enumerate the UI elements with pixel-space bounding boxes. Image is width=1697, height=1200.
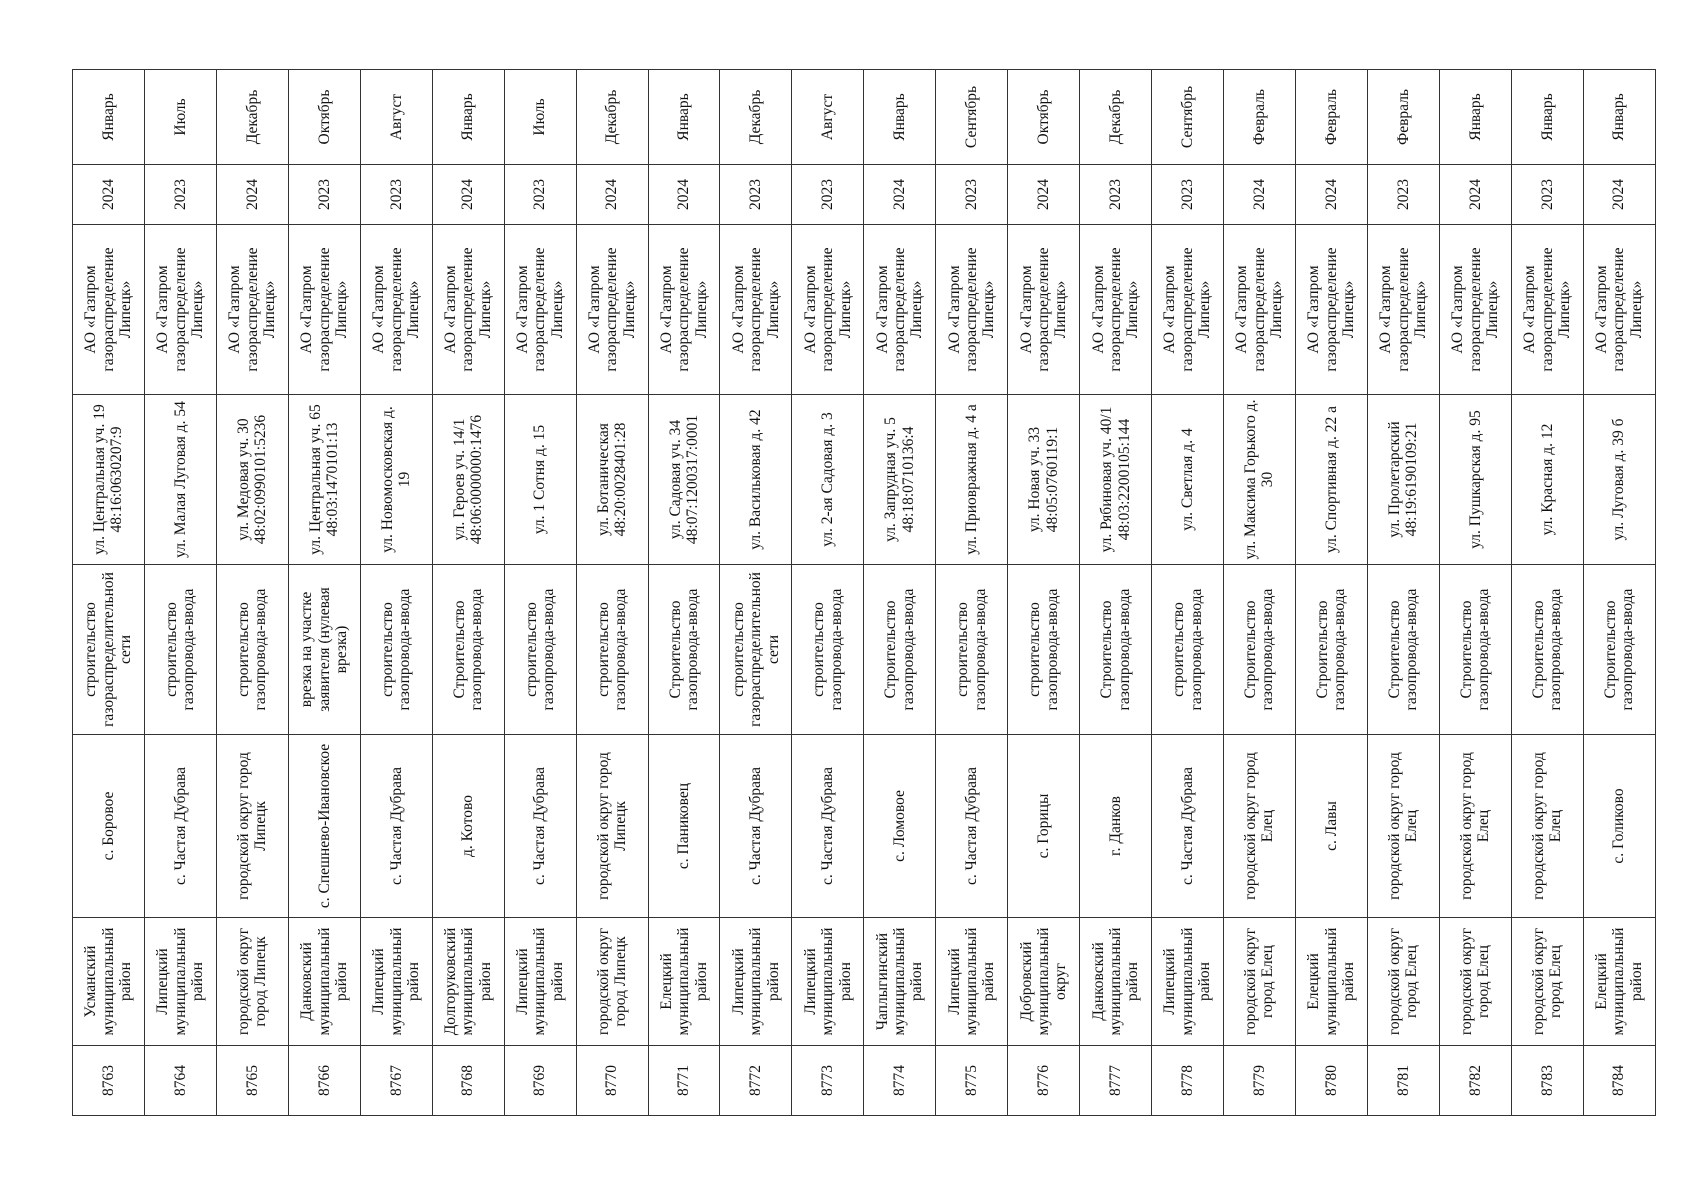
address-cell: ул. Светлая д. 4 [1152,395,1224,565]
month-cell: Август [360,70,432,165]
year-cell: 2024 [216,165,288,225]
locality-cell: с. Частая Дубрава [936,735,1008,918]
organization-cell: АО «Газпром газораспределение Липецк» [864,225,936,395]
year-cell: 2023 [1511,165,1583,225]
table-row [648,70,720,1116]
locality-cell: городской округ город Елец [1367,735,1439,918]
address-cell: ул. Красная д. 12 [1511,395,1583,565]
work-type-cell: строительство газораспределительной сети [73,565,145,735]
locality-cell: с. Боровое [73,735,145,918]
table-row [1295,70,1367,1116]
locality-cell: с. Частая Дубрава [720,735,792,918]
district-cell: Чаплыгинский муниципальный район [864,918,936,1046]
row-number: 8779 [1224,1046,1296,1116]
row-number: 8773 [792,1046,864,1116]
work-type-cell: строительство газораспределительной сети [720,565,792,735]
work-type-cell: строительство газопровода-ввода [792,565,864,735]
address-cell: ул. Героев уч. 14/1 48:06:0000000:1476 [432,395,504,565]
month-cell: Сентябрь [936,70,1008,165]
month-cell: Сентябрь [1152,70,1224,165]
row-number: 8770 [576,1046,648,1116]
table-row [936,70,1008,1116]
table-row [504,70,576,1116]
table-row [144,70,216,1116]
work-type-cell: Строительство газопровода-ввода [1224,565,1296,735]
address-cell: ул. Луговая д. 39 б [1583,395,1655,565]
organization-cell: АО «Газпром газораспределение Липецк» [648,225,720,395]
table-row [73,70,145,1116]
year-cell: 2023 [1080,165,1152,225]
row-number: 8771 [648,1046,720,1116]
year-cell: 2024 [73,165,145,225]
organization-cell: АО «Газпром газораспределение Липецк» [1439,225,1511,395]
row-number: 8765 [216,1046,288,1116]
address-cell: ул. 1 Сотня д. 15 [504,395,576,565]
month-cell: Август [792,70,864,165]
organization-cell: АО «Газпром газораспределение Липецк» [1295,225,1367,395]
address-cell: ул. 2-ая Садовая д. 3 [792,395,864,565]
row-number: 8772 [720,1046,792,1116]
work-type-cell: строительство газопровода-ввода [1008,565,1080,735]
month-cell: Июль [144,70,216,165]
organization-cell: АО «Газпром газораспределение Липецк» [1367,225,1439,395]
table-row [1152,70,1224,1116]
row-number: 8782 [1439,1046,1511,1116]
organization-cell: АО «Газпром газораспределение Липецк» [792,225,864,395]
organization-cell: АО «Газпром газораспределение Липецк» [288,225,360,395]
address-cell: ул. Новая уч. 33 48:05:0760119:1 [1008,395,1080,565]
address-cell: ул. Спортивная д. 22 а [1295,395,1367,565]
district-cell: Липецкий муниципальный район [720,918,792,1046]
address-cell: ул. Запрудная уч. 5 48:18:0710136:4 [864,395,936,565]
district-cell: Елецкий муниципальный район [1583,918,1655,1046]
year-cell: 2023 [288,165,360,225]
work-type-cell: Строительство газопровода-ввода [1583,565,1655,735]
district-cell: Липецкий муниципальный район [936,918,1008,1046]
table-row [720,70,792,1116]
locality-cell: г. Данков [1080,735,1152,918]
district-cell: Липецкий муниципальный район [792,918,864,1046]
row-number: 8778 [1152,1046,1224,1116]
month-cell: Январь [1583,70,1655,165]
row-number: 8766 [288,1046,360,1116]
locality-cell: городской округ город Липецк [576,735,648,918]
table-row [1511,70,1583,1116]
district-cell: Липецкий муниципальный район [360,918,432,1046]
year-cell: 2024 [1008,165,1080,225]
work-type-cell: Строительство газопровода-ввода [648,565,720,735]
work-type-cell: Строительство газопровода-ввода [432,565,504,735]
row-number: 8777 [1080,1046,1152,1116]
year-cell: 2024 [432,165,504,225]
address-cell: ул. Васильковая д. 42 [720,395,792,565]
address-cell: ул. Рябиновая уч. 40/1 48:03:2200105:144 [1080,395,1152,565]
month-cell: Октябрь [1008,70,1080,165]
district-cell: Усманский муниципальный район [73,918,145,1046]
month-cell: Декабрь [576,70,648,165]
table-row [216,70,288,1116]
organization-cell: АО «Газпром газораспределение Липецк» [360,225,432,395]
month-cell: Февраль [1295,70,1367,165]
row-number: 8776 [1008,1046,1080,1116]
locality-cell: с. Ломовое [864,735,936,918]
organization-cell: АО «Газпром газораспределение Липецк» [1008,225,1080,395]
district-cell: городской округ город Елец [1224,918,1296,1046]
month-cell: Январь [73,70,145,165]
work-type-cell: строительство газопровода-ввода [1152,565,1224,735]
month-cell: Декабрь [720,70,792,165]
gasification-register-table [72,69,1656,1116]
year-cell: 2024 [648,165,720,225]
locality-cell: с. Лавы [1295,735,1367,918]
organization-cell: АО «Газпром газораспределение Липецк» [1224,225,1296,395]
table-row [432,70,504,1116]
year-cell: 2024 [864,165,936,225]
district-cell: городской округ город Липецк [576,918,648,1046]
work-type-cell: Строительство газопровода-ввода [1439,565,1511,735]
month-cell: Декабрь [1080,70,1152,165]
row-number: 8764 [144,1046,216,1116]
district-cell: городской округ город Елец [1367,918,1439,1046]
address-cell: ул. Малая Луговая д. 54 [144,395,216,565]
locality-cell: с. Спешнево-Ивановское [288,735,360,918]
district-cell: городской округ город Елец [1511,918,1583,1046]
row-number: 8783 [1511,1046,1583,1116]
row-number: 8784 [1583,1046,1655,1116]
row-number: 8767 [360,1046,432,1116]
locality-cell: с. Частая Дубрава [1152,735,1224,918]
table-row [1583,70,1655,1116]
work-type-cell: строительство газопровода-ввода [576,565,648,735]
district-cell: Данковский муниципальный район [288,918,360,1046]
locality-cell: с. Паниковец [648,735,720,918]
work-type-cell: строительство газопровода-ввода [504,565,576,735]
year-cell: 2024 [576,165,648,225]
work-type-cell: Строительство газопровода-ввода [1367,565,1439,735]
locality-cell: с. Горицы [1008,735,1080,918]
district-cell: Липецкий муниципальный район [144,918,216,1046]
address-cell: ул. Приовражная д. 4 а [936,395,1008,565]
work-type-cell: Строительство газопровода-ввода [1511,565,1583,735]
year-cell: 2024 [1439,165,1511,225]
district-cell: Долгоруковский муниципальный район [432,918,504,1046]
locality-cell: с. Частая Дубрава [792,735,864,918]
year-cell: 2024 [1295,165,1367,225]
month-cell: Январь [648,70,720,165]
locality-cell: с. Частая Дубрава [504,735,576,918]
row-number: 8775 [936,1046,1008,1116]
organization-cell: АО «Газпром газораспределение Липецк» [432,225,504,395]
row-number: 8780 [1295,1046,1367,1116]
month-cell: Январь [432,70,504,165]
rotated-table-wrapper [72,70,1655,1116]
table-body [73,70,1656,1116]
locality-cell: с. Голиково [1583,735,1655,918]
district-cell: городской округ город Липецк [216,918,288,1046]
month-cell: Июль [504,70,576,165]
district-cell: Липецкий муниципальный район [504,918,576,1046]
table-row [1008,70,1080,1116]
month-cell: Январь [1439,70,1511,165]
year-cell: 2023 [1152,165,1224,225]
month-cell: Февраль [1367,70,1439,165]
table-row [792,70,864,1116]
organization-cell: АО «Газпром газораспределение Липецк» [73,225,145,395]
year-cell: 2024 [1583,165,1655,225]
address-cell: ул. Пушкарская д. 95 [1439,395,1511,565]
organization-cell: АО «Газпром газораспределение Липецк» [936,225,1008,395]
year-cell: 2023 [720,165,792,225]
row-number: 8763 [73,1046,145,1116]
locality-cell: городской округ город Липецк [216,735,288,918]
work-type-cell: Строительство газопровода-ввода [864,565,936,735]
locality-cell: городской округ город Елец [1511,735,1583,918]
organization-cell: АО «Газпром газораспределение Липецк» [1152,225,1224,395]
row-number: 8781 [1367,1046,1439,1116]
locality-cell: городской округ город Елец [1224,735,1296,918]
year-cell: 2023 [144,165,216,225]
month-cell: Октябрь [288,70,360,165]
organization-cell: АО «Газпром газораспределение Липецк» [576,225,648,395]
row-number: 8774 [864,1046,936,1116]
table-row [1080,70,1152,1116]
district-cell: городской округ город Елец [1439,918,1511,1046]
work-type-cell: строительство газопровода-ввода [144,565,216,735]
address-cell: ул. Медовая уч. 30 48:02:0990101:5236 [216,395,288,565]
table-row [576,70,648,1116]
year-cell: 2023 [504,165,576,225]
year-cell: 2023 [936,165,1008,225]
year-cell: 2023 [360,165,432,225]
work-type-cell: Строительство газопровода-ввода [1295,565,1367,735]
district-cell: Елецкий муниципальный район [648,918,720,1046]
locality-cell: городской округ город Елец [1439,735,1511,918]
table-row [1439,70,1511,1116]
work-type-cell: строительство газопровода-ввода [936,565,1008,735]
organization-cell: АО «Газпром газораспределение Липецк» [720,225,792,395]
organization-cell: АО «Газпром газораспределение Липецк» [1583,225,1655,395]
work-type-cell: строительство газопровода-ввода [216,565,288,735]
district-cell: Данковский муниципальный район [1080,918,1152,1046]
locality-cell: с. Частая Дубрава [144,735,216,918]
address-cell: ул. Центральная уч. 65 48:03:1470101:13 [288,395,360,565]
organization-cell: АО «Газпром газораспределение Липецк» [1080,225,1152,395]
year-cell: 2023 [792,165,864,225]
district-cell: Добровский муниципальный округ [1008,918,1080,1046]
work-type-cell: Строительство газопровода-ввода [1080,565,1152,735]
locality-cell: д. Котово [432,735,504,918]
organization-cell: АО «Газпром газораспределение Липецк» [1511,225,1583,395]
month-cell: Декабрь [216,70,288,165]
work-type-cell: врезка на участке заявителя (нулевая врезка) [288,565,360,735]
year-cell: 2024 [1224,165,1296,225]
organization-cell: АО «Газпром газораспределение Липецк» [216,225,288,395]
organization-cell: АО «Газпром газораспределение Липецк» [144,225,216,395]
table-row [864,70,936,1116]
row-number: 8769 [504,1046,576,1116]
month-cell: Февраль [1224,70,1296,165]
organization-cell: АО «Газпром газораспределение Липецк» [504,225,576,395]
year-cell: 2023 [1367,165,1439,225]
district-cell: Елецкий муниципальный район [1295,918,1367,1046]
address-cell: ул. Максима Горького д. 30 [1224,395,1296,565]
work-type-cell: строительство газопровода-ввода [360,565,432,735]
address-cell: ул. Пролетарский 48:19:6190109:21 [1367,395,1439,565]
district-cell: Липецкий муниципальный район [1152,918,1224,1046]
address-cell: ул. Центральная уч. 19 48:16:0630207:9 [73,395,145,565]
address-cell: ул. Ботаническая 48:20:0028401:28 [576,395,648,565]
month-cell: Январь [1511,70,1583,165]
table-row [288,70,360,1116]
address-cell: ул. Садовая уч. 34 48:07:1200317:0001 [648,395,720,565]
table-row [1224,70,1296,1116]
table-row [1367,70,1439,1116]
address-cell: ул. Новомосковская д. 19 [360,395,432,565]
table-row [360,70,432,1116]
month-cell: Январь [864,70,936,165]
locality-cell: с. Частая Дубрава [360,735,432,918]
row-number: 8768 [432,1046,504,1116]
